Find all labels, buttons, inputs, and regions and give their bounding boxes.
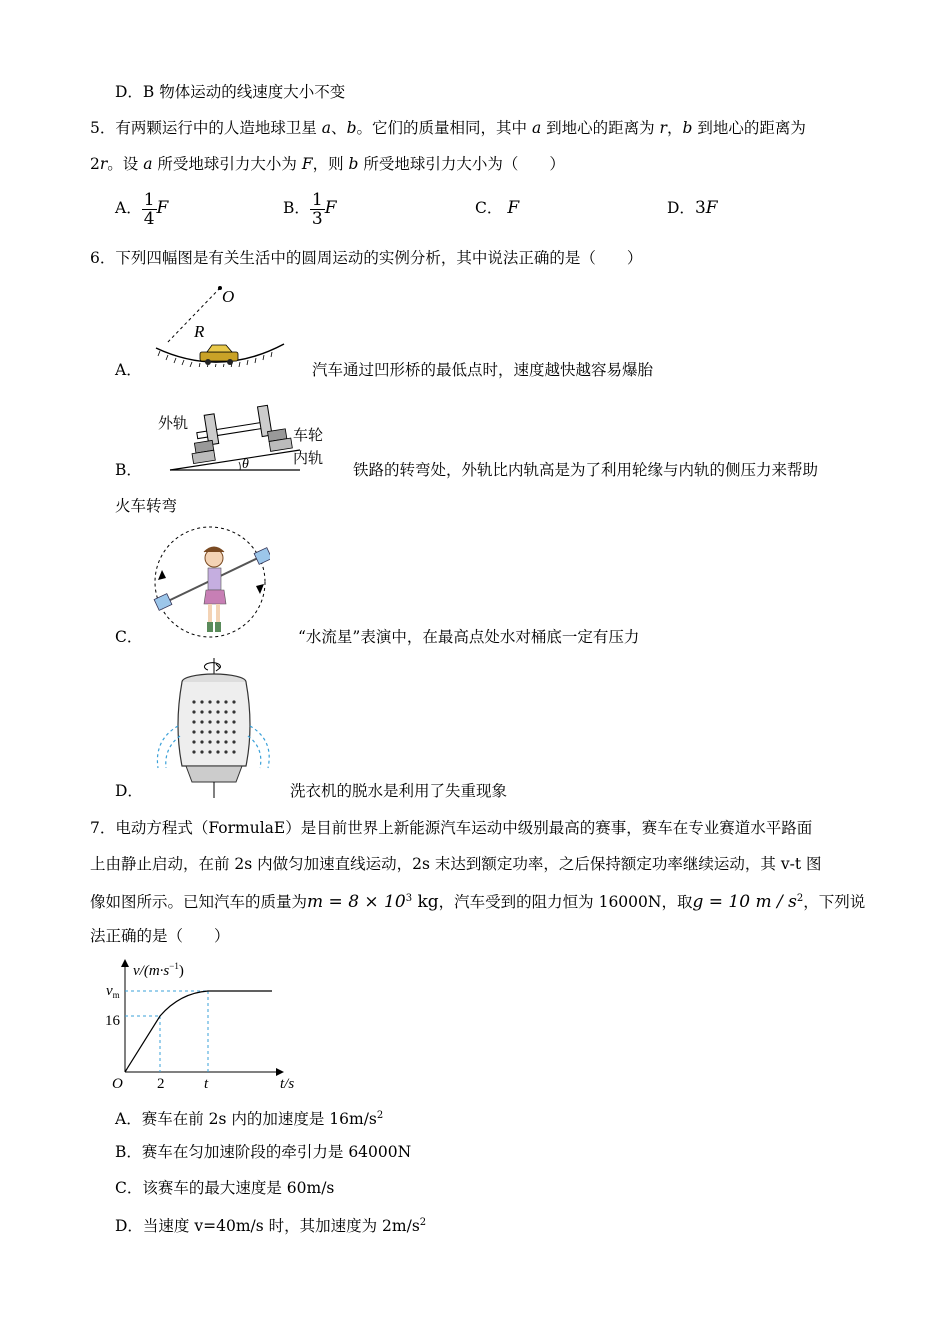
q6-option-d-text: 洗衣机的脱水是利用了失重现象 xyxy=(290,782,508,800)
q5-option-b: B． $\frac{1}{3}$ F xyxy=(283,189,337,229)
q5-option-d: D．3F xyxy=(667,198,718,218)
q6-stem: 6．下列四幅图是有关生活中的圆周运动的实例分析，其中说法正确的是（ ） xyxy=(90,249,643,267)
q7-option-b: B．赛车在匀加速阶段的牵引力是 64000N xyxy=(115,1143,412,1161)
concave-bridge-figure xyxy=(150,282,290,367)
figB-theta: θ xyxy=(242,457,249,472)
q7-stem-line2: 上由静止启动，在前 2s 内做匀加速直线运动，2s 末达到额定功率，之后保持额定功率继续运动，其 v-t 图 xyxy=(90,855,822,873)
y-tick-16: 16 xyxy=(105,1013,120,1029)
q5-stem-line1: 5．有两颗运行中的人造地球卫星 a、b。它们的质量相同，其中 a 到地心的距离为 r，b 到地心的距离为 xyxy=(90,119,806,137)
vm-label: $v_m$ xyxy=(106,983,120,1000)
x-tick-2: 2 xyxy=(157,1076,165,1092)
q6-option-d-label: D． xyxy=(115,782,143,800)
q6-option-b-text2: 火车转弯 xyxy=(115,497,178,515)
prev-option-d: D．B 物体运动的线速度大小不变 xyxy=(115,83,346,101)
q5-stem-line2: 2r。设 a 所受地球引力大小为 F，则 b 所受地球引力大小为（ ） xyxy=(90,155,565,173)
q5-option-c: C． F xyxy=(475,198,520,218)
q6-option-c-text: “水流星”表演中，在最高点处水对桶底一定有压力 xyxy=(298,628,640,646)
washing-drum-figure xyxy=(150,656,270,801)
y-axis-label: $v/(m\cdot s^{-1})$ xyxy=(133,961,184,979)
vt-curve xyxy=(125,991,272,1072)
railway-curve-figure xyxy=(150,392,345,477)
figB-wheel: 车轮 xyxy=(293,428,324,444)
q7-stem-line4: 法正确的是（ ） xyxy=(90,927,230,945)
q6-option-b-text: 铁路的转弯处，外轨比内轨高是为了利用轮缘与内轨的侧压力来帮助 xyxy=(353,461,819,479)
q7-option-c: C．该赛车的最大速度是 60m/s xyxy=(115,1179,335,1197)
water-meteor-figure xyxy=(150,522,270,644)
figB-outer-rail: 外轨 xyxy=(158,416,189,432)
q7-option-d: D．当速度 v=40m/s 时，其加速度为 $2m/s^2$ xyxy=(115,1217,427,1236)
q7-option-a: A．赛车在前 2s 内的加速度是 $16m/s^2$ xyxy=(115,1110,384,1129)
vt-graph xyxy=(100,955,310,1095)
figA-r-label: R xyxy=(194,322,205,341)
q6-option-a-text: 汽车通过凹形桥的最低点时，速度越快越容易爆胎 xyxy=(312,361,654,379)
q7-stem-line1: 7．电动方程式（FormulaE）是目前世界上新能源汽车运动中级别最高的赛事，赛车在专业赛道水平路面 xyxy=(90,819,813,837)
figA-o-label: O xyxy=(222,287,235,306)
x-tick-t: t xyxy=(204,1076,209,1092)
q5-option-a: A． $\frac{1}{4}$ F xyxy=(115,189,169,229)
origin-label: O xyxy=(112,1076,123,1092)
q6-option-a-label: A． xyxy=(115,361,142,379)
q6-option-c-label: C． xyxy=(115,628,143,646)
figB-inner-rail: 内轨 xyxy=(293,451,324,467)
x-axis-label: t/s xyxy=(280,1076,295,1092)
q6-option-b-label: B． xyxy=(115,461,142,479)
q7-stem-line3: 像如图所示。已知汽车的质量为$m = 8 \times 10^3$ kg，汽车受到的阻力恒为 16000N，取g = 10 m / $s^2$，下列说 xyxy=(90,892,866,913)
